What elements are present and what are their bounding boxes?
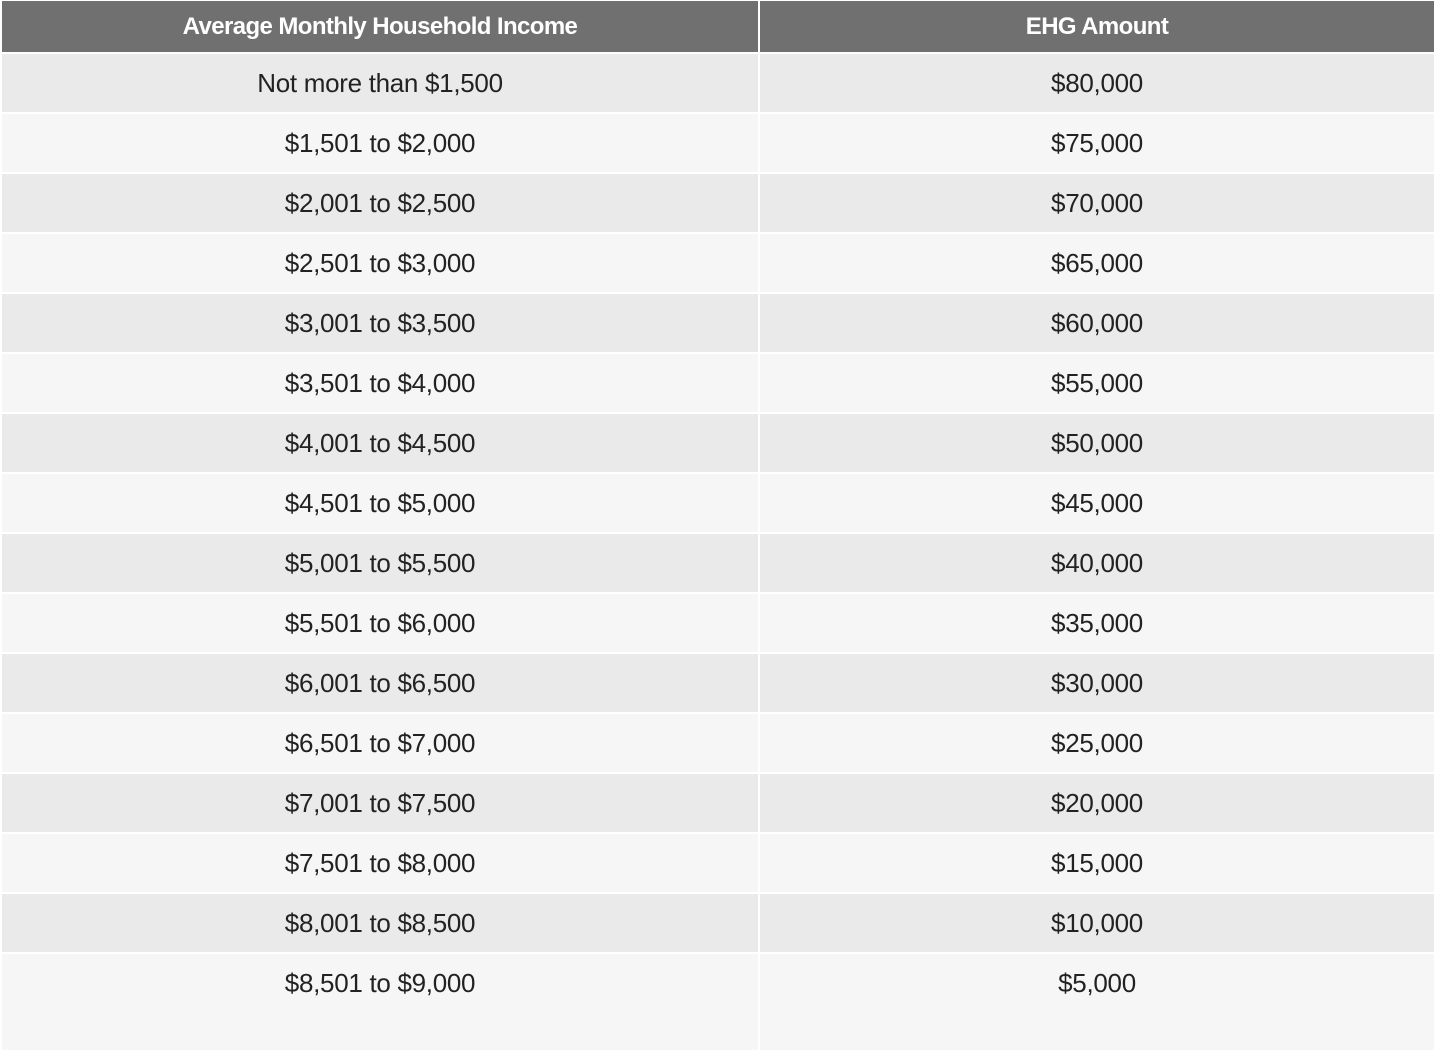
amount-cell: $10,000 xyxy=(760,894,1434,952)
amount-cell: $55,000 xyxy=(760,354,1434,412)
table-row xyxy=(2,894,1434,952)
table-row xyxy=(2,234,1434,292)
amount-cell: $65,000 xyxy=(760,234,1434,292)
income-cell: $5,001 to $5,500 xyxy=(2,534,758,592)
table-header-row xyxy=(2,1,1434,52)
amount-cell: $15,000 xyxy=(760,834,1434,892)
income-cell: $4,001 to $4,500 xyxy=(2,414,758,472)
amount-cell: $45,000 xyxy=(760,474,1434,532)
income-cell: $4,501 to $5,000 xyxy=(2,474,758,532)
income-cell: $2,501 to $3,000 xyxy=(2,234,758,292)
income-cell: $5,501 to $6,000 xyxy=(2,594,758,652)
table-row xyxy=(2,834,1434,892)
amount-cell: $75,000 xyxy=(760,114,1434,172)
income-cell: $1,501 to $2,000 xyxy=(2,114,758,172)
table-row xyxy=(2,474,1434,532)
table-row xyxy=(2,174,1434,232)
table-row xyxy=(2,654,1434,712)
table-row xyxy=(2,594,1434,652)
table-row xyxy=(2,414,1434,472)
table-row xyxy=(2,294,1434,352)
amount-cell: $70,000 xyxy=(760,174,1434,232)
income-cell: $8,501 to $9,000 xyxy=(2,954,758,1050)
amount-cell: $30,000 xyxy=(760,654,1434,712)
table-row xyxy=(2,354,1434,412)
table-row xyxy=(2,114,1434,172)
income-cell: $3,001 to $3,500 xyxy=(2,294,758,352)
amount-cell: $50,000 xyxy=(760,414,1434,472)
amount-cell: $40,000 xyxy=(760,534,1434,592)
amount-cell: $35,000 xyxy=(760,594,1434,652)
income-cell: $7,001 to $7,500 xyxy=(2,774,758,832)
income-cell: $6,501 to $7,000 xyxy=(2,714,758,772)
table-row xyxy=(2,534,1434,592)
income-cell: $3,501 to $4,000 xyxy=(2,354,758,412)
amount-cell: $5,000 xyxy=(760,954,1434,1050)
income-cell: $6,001 to $6,500 xyxy=(2,654,758,712)
amount-cell: $20,000 xyxy=(760,774,1434,832)
header-average-monthly-household-income: Average Monthly Household Income xyxy=(2,1,758,52)
amount-cell: $25,000 xyxy=(760,714,1434,772)
income-cell: $8,001 to $8,500 xyxy=(2,894,758,952)
income-cell: Not more than $1,500 xyxy=(2,54,758,112)
table-row xyxy=(2,774,1434,832)
amount-cell: $80,000 xyxy=(760,54,1434,112)
table-row xyxy=(2,714,1434,772)
income-cell: $7,501 to $8,000 xyxy=(2,834,758,892)
table-row xyxy=(2,954,1434,1050)
table-row xyxy=(2,54,1434,112)
header-ehg-amount: EHG Amount xyxy=(760,1,1434,52)
income-cell: $2,001 to $2,500 xyxy=(2,174,758,232)
amount-cell: $60,000 xyxy=(760,294,1434,352)
